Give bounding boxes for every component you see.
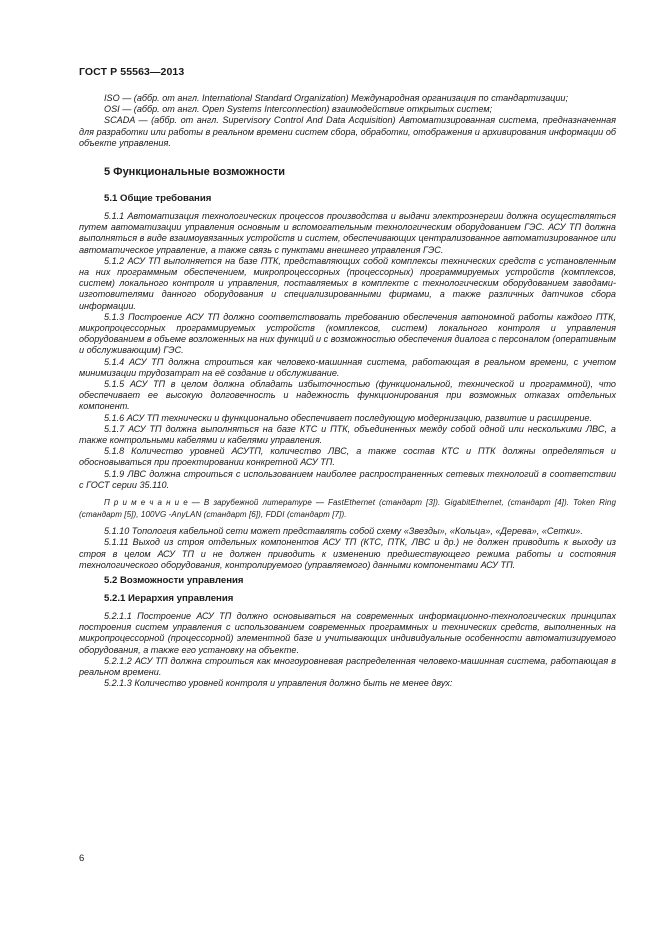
paragraph-5-1-10: 5.1.10 Топология кабельной сети может представлять собой схему «Звезды», «Кольца», «Дерева», «Сетки». bbox=[104, 526, 583, 537]
paragraph-5-1-5: 5.1.5 АСУ ТП в целом должна обладать избыточностью (функциональной, технической и программной), что обеспечивает ее высокую долговечность и надежность функционирования при возможных отказах отдельных компонент. bbox=[79, 379, 616, 412]
note-network-standards: П р и м е ч а н и е — В зарубежной литературе — FastEthernet (стандарт [3]). GigabitEthernet, (стандарт [4]). Token Ring (стандарт [5]), 100VG -AnyLAN (стандарт [6]), FDDI (стандарт [7]). bbox=[79, 498, 616, 520]
paragraph-5-1-4: 5.1.4 АСУ ТП должна строиться как человеко-машинная система, работающая в реальном времени, с учетом минимизации трудозатрат на её создание и обслуживание. bbox=[79, 356, 616, 378]
paragraph-5-2-1-2: 5.2.1.2 АСУ ТП должна строиться как многоуровневая распределенная человеко-машинная система, работающая в реальном времени. bbox=[79, 655, 616, 677]
paragraph-5-1-1: 5.1.1 Автоматизация технологических процессов производства и выдачи электроэнергии должна осуществляться путем автоматизации управления основным и вспомогательным технологическим оборудованием ГЭС. АСУ ТП должна выполняться в виде взаимоувязанных устройств и систем, обеспечивающих централизованное автоматизированное или автоматическое управление, а также связь с пунктами внешнего управления ГЭС. bbox=[79, 211, 616, 255]
page-number: 6 bbox=[79, 853, 85, 864]
document-header: ГОСТ Р 55563—2013 bbox=[79, 66, 185, 78]
page-body bbox=[79, 93, 616, 689]
paragraph-5-2-1-1: 5.2.1.1 Построение АСУ ТП должно основываться на современных информационно-технологических принципах построения систем управления с использованием современных программных и технических средств, выполненных на микропроцессорной (процессорной) элементной базе и учитывающих индивидуальные особенности автоматизируемого оборудования, а также его установку на объекте. bbox=[79, 610, 616, 655]
paragraph-5-1-6: 5.1.6 АСУ ТП технически и функционально обеспечивает последующую модернизацию, развитие и расширение. bbox=[104, 412, 593, 423]
abbreviation-osi: OSI — (аббр. от англ. Open Systems Interconnection) взаимодействие открытых систем; bbox=[104, 104, 493, 115]
paragraph-5-1-11: 5.1.11 Выход из строя отдельных компонентов АСУ ТП (КТС, ПТК, ЛВС и др.) не должен приводить к выходу из строя в целом АСУ ТП и не должен приводить к изменению предшествующего режима работы и состояния технологического оборудования, контролируемого (управляемого) данными компонентами АСУ ТП. bbox=[79, 537, 616, 570]
paragraph-5-2-1-3: 5.2.1.3 Количество уровней контроля и управления должно быть не менее двух: bbox=[104, 678, 453, 689]
section-5-1-title: 5.1 Общие требования bbox=[104, 193, 212, 205]
section-5-title: 5 Функциональные возможности bbox=[104, 166, 286, 179]
section-5-2-1-title: 5.2.1 Иерархия управления bbox=[104, 592, 234, 604]
paragraph-5-1-9: 5.1.9 ЛВС должна строиться с использованием наиболее распространенных сетевых технологий в соответствии с ГОСТ серии 35.110. bbox=[79, 468, 616, 490]
paragraph-5-1-7: 5.1.7 АСУ ТП должна выполняться на базе КТС и ПТК, объединенных между собой одной или несколькими ЛВС, а также контрольными кабелями и кабелями управления. bbox=[79, 423, 616, 446]
paragraph-5-1-8: 5.1.8 Количество уровней АСУТП, количество ЛВС, а также состав КТС и ПТК должны определяться и обосновываться при проектировании конкретной АСУ ТП. bbox=[79, 446, 616, 468]
paragraph-5-1-3: 5.1.3 Построение АСУ ТП должно соответствовать требованию обеспечения автономной работы каждого ПТК, микропроцессорных программируемых устройств (комплексов, систем) локального контроля и управления оборудованием в объеме возложенных на них функций и с возможностью обеспечения диалога с персоналом (оперативным и обслуживающим) ГЭС. bbox=[79, 311, 616, 356]
section-5-2-title: 5.2 Возможности управления bbox=[104, 574, 244, 586]
abbreviation-scada: SCADA — (аббр. от англ. Supervisory Control And Data Acquisition) Автоматизированная система, предназначенная для разработки или работы в реальном времени систем сбора, обработки, отображения и архивирования информации об объекте управления. bbox=[79, 115, 616, 148]
paragraph-5-1-2: 5.1.2 АСУ ТП выполняется на базе ПТК, представляющих собой комплексы технических средств с установленным на них программным обеспечением, микропроцессорных (процессорных) программируемых устройств (комплексов, систем) локального контроля и управления, поставляемых в комплекте с технологическим оборудованием заводами-изготовителями данного оборудования и специализированными фирмами, а также различных датчиков сбора информации. bbox=[79, 255, 616, 311]
abbreviation-iso: ISO — (аббр. от англ. International Standard Organization) Международная организация по стандартизации; bbox=[104, 93, 568, 103]
